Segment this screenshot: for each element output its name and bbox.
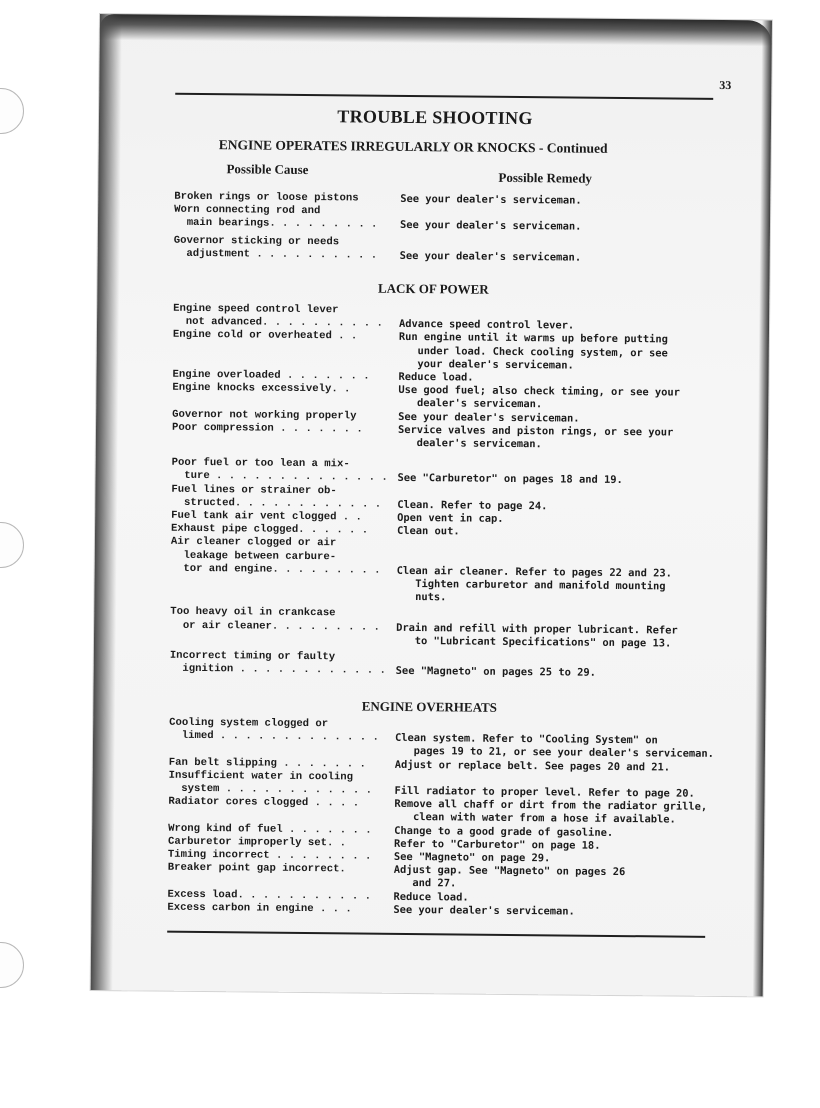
remedy-text: See your dealer's serviceman. bbox=[399, 236, 582, 264]
cause-text: Governor not working properly bbox=[172, 408, 357, 423]
remedy-text: Clean out. bbox=[396, 525, 460, 538]
remedy-text: Service valves and piston rings, or see your dealer's serviceman. bbox=[397, 423, 674, 451]
remedy-text: See "Carburetor" on pages 18 and 19. bbox=[397, 459, 623, 487]
cause-text: Governor sticking or needs adjustment . . . . . . . . . . bbox=[173, 234, 378, 262]
table-row bbox=[173, 329, 733, 374]
remedy-text: See your dealer's serviceman. bbox=[393, 903, 575, 918]
remedy-text: Fill radiator to proper level. Refer to page 20. bbox=[394, 771, 695, 800]
remedy-text: Adjust or replace belt. See pages 20 and 21. bbox=[394, 758, 671, 774]
scanned-page bbox=[91, 14, 772, 996]
column-header-cause: Possible Cause bbox=[226, 161, 309, 178]
column-header-remedy: Possible Remedy bbox=[498, 169, 593, 186]
cause-text: Cooling system clogged or limed . . . . . . . . . . . . . bbox=[169, 716, 379, 744]
cause-text: Excess load. . . . . . . . . . . bbox=[167, 888, 372, 903]
cause-text: Too heavy oil in crankcase or air cleaner. . . . . . . . . bbox=[170, 606, 380, 634]
remedy-text: Clean. Refer to page 24. bbox=[397, 485, 548, 513]
table-row bbox=[169, 717, 729, 762]
remedy-text: Clean air cleaner. Refer to pages 22 and 23. Tighten carburetor and manifold mounting nuts. bbox=[396, 538, 672, 604]
remedy-text: Adjust gap. See "Magneto" on pages 26 and 27. bbox=[393, 864, 626, 890]
remedy-text: See your dealer's serviceman. bbox=[398, 410, 580, 425]
section-lack-of-power-rows bbox=[170, 303, 734, 682]
table-row bbox=[170, 536, 731, 607]
remedy-text: Clean system. Refer to "Cooling System" on pages 19 to 21, or see your dealer's serviceman. bbox=[394, 718, 715, 761]
remedy-text: Run engine until it warms up before putting under load. Check cooling system, or see your dealer's serviceman. bbox=[398, 331, 668, 372]
remedy-text: Refer to "Carburetor" on page 18. bbox=[393, 837, 601, 852]
table-row bbox=[172, 422, 732, 454]
cause-text: Engine speed control lever not advanced. . . . . . . . . . bbox=[172, 302, 383, 330]
page-title: TROUBLE SHOOTING bbox=[337, 106, 533, 129]
cause-text: Engine cold or overheated . . bbox=[172, 329, 358, 343]
cause-text: Insufficient water in cooling system . . . . . . . . . . . . bbox=[168, 769, 373, 797]
cause-text: Excess carbon in engine . . . bbox=[167, 901, 352, 916]
cause-text: Radiator cores clogged . . . . bbox=[168, 795, 360, 810]
remedy-text: Reduce load. bbox=[398, 370, 474, 384]
cause-text: Air cleaner clogged or air leakage between carbure- tor and engine. . . . . . . . . bbox=[170, 536, 381, 577]
cause-text: Incorrect timing or faulty ignition . . . . . . . . . . . . bbox=[169, 649, 386, 678]
remedy-text: See your dealer's serviceman. bbox=[400, 192, 582, 207]
remedy-text: Advance speed control lever. bbox=[398, 304, 575, 332]
section-continued-rows bbox=[174, 191, 735, 266]
remedy-text: Remove all chaff or dirt from the radiator grille, clean with water from a hose if available. bbox=[394, 798, 708, 826]
cause-text: Fuel tank air vent clogged . . bbox=[171, 509, 362, 524]
cause-text: Poor compression . . . . . . . bbox=[171, 421, 363, 436]
cause-text: Engine overloaded . . . . . . . bbox=[172, 368, 370, 383]
cause-text: Wrong kind of fuel . . . . . . . bbox=[168, 822, 372, 837]
remedy-text: See "Magneto" on page 29. bbox=[393, 850, 551, 865]
binder-hole-bottom bbox=[0, 942, 24, 988]
cause-text: Poor fuel or too lean a mix- ture . . . . . . . . . . . . . . bbox=[171, 456, 388, 485]
remedy-text: Reduce load. bbox=[393, 890, 469, 904]
remedy-text: Change to a good grade of gasoline. bbox=[394, 824, 614, 839]
cause-text: Fuel lines or strainer ob- structed. . . . . . . . . . . . bbox=[171, 483, 382, 511]
page-shadow-edge bbox=[91, 14, 122, 990]
table-row bbox=[170, 606, 730, 651]
cause-text: Worn connecting rod and main bearings. . . . . . . . . bbox=[173, 203, 378, 232]
binder-hole-top bbox=[0, 88, 24, 134]
remedy-text: Open vent in cap. bbox=[397, 511, 504, 525]
page-number: 33 bbox=[719, 77, 732, 93]
page-subtitle: ENGINE OPERATES IRREGULARLY OR KNOCKS - Continued bbox=[218, 137, 608, 156]
remedy-text: See "Magneto" on pages 25 to 29. bbox=[395, 651, 596, 680]
top-rule bbox=[175, 93, 713, 100]
cause-text: Breaker point gap incorrect. bbox=[167, 861, 346, 876]
remedy-text: Use good fuel; also check timing, or see your dealer's serviceman. bbox=[398, 384, 680, 411]
section-heading-lack-of-power: LACK OF POWER bbox=[377, 280, 489, 297]
cause-text: Timing incorrect . . . . . . . . bbox=[167, 848, 372, 863]
table-row bbox=[170, 650, 730, 682]
remedy-text: Drain and refill with proper lubricant. Refer to "Lubricant Specifications" on page 13. bbox=[395, 608, 678, 650]
cause-text: Fan belt slipping . . . . . . . bbox=[168, 756, 366, 771]
cause-text: Broken rings or loose pistons bbox=[174, 190, 359, 205]
bottom-rule bbox=[167, 931, 705, 938]
table-row bbox=[174, 234, 734, 266]
remedy-text: See your dealer's serviceman. bbox=[399, 206, 582, 234]
binder-hole-middle bbox=[0, 522, 24, 568]
table-row bbox=[174, 204, 734, 236]
section-engine-overheats-rows bbox=[167, 717, 729, 920]
section-heading-engine-overheats: ENGINE OVERHEATS bbox=[361, 698, 498, 715]
cause-text: Engine knocks excessively. . bbox=[172, 381, 351, 396]
cause-text: Exhaust pipe clogged. . . . . . bbox=[171, 522, 369, 537]
cause-text: Carburetor improperly set. . bbox=[168, 835, 347, 850]
